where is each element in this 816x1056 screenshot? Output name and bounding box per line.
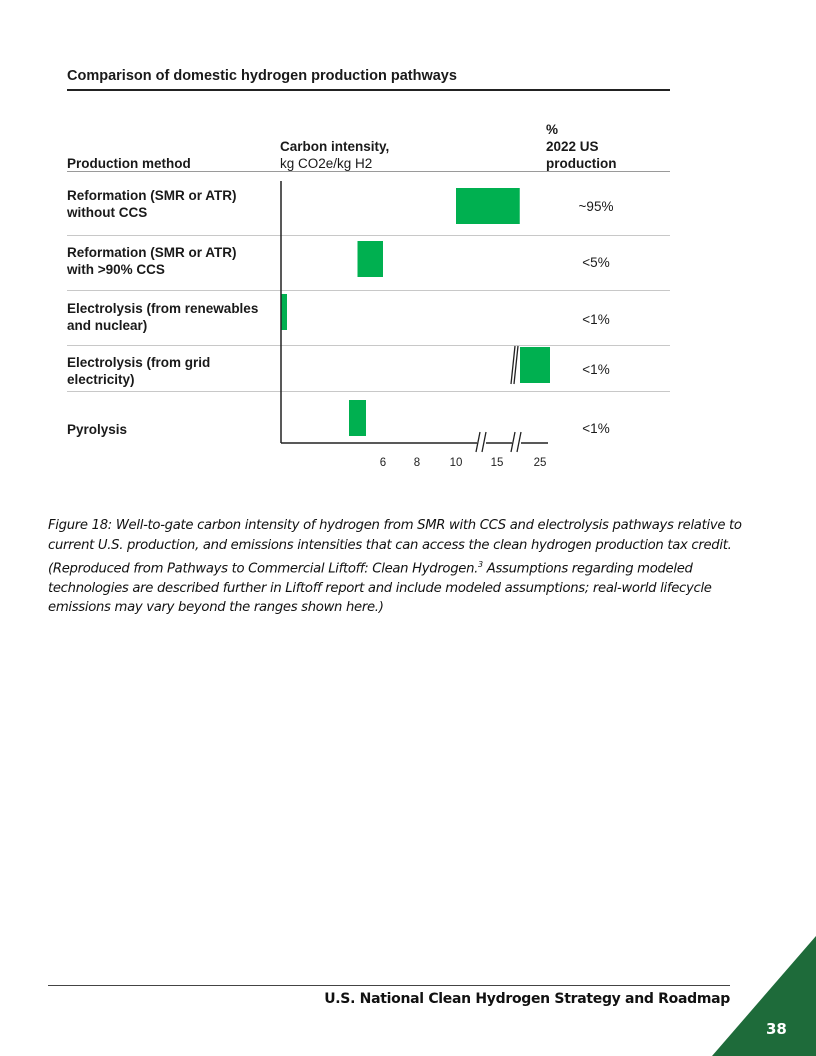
footnote-ref[interactable]: 3 bbox=[478, 560, 483, 569]
row-label-electrolysis-grid: Electrolysis (from grid electricity) bbox=[67, 355, 211, 387]
header-carbon-intensity-line1: Carbon intensity, bbox=[280, 139, 390, 154]
x-tick-label: 10 bbox=[449, 457, 463, 469]
header-pct-line2: 2022 US bbox=[546, 139, 599, 154]
x-tick-label: 6 bbox=[379, 457, 387, 469]
caption-line: emissions may vary beyond the ranges shown here.) bbox=[48, 600, 384, 616]
row-label-electrolysis-renewables: Electrolysis (from renewables and nuclear) bbox=[67, 301, 259, 333]
share-electrolysis-grid: <1% bbox=[582, 362, 610, 377]
header-pct-line1: % bbox=[546, 122, 559, 137]
caption-text: Assumptions regarding modeled bbox=[482, 561, 693, 577]
header-production-method: Production method bbox=[67, 156, 191, 171]
row-label-pyrolysis: Pyrolysis bbox=[67, 422, 128, 437]
header-carbon-intensity-line2: kg CO2e/kg H2 bbox=[280, 156, 373, 171]
share-smr-no-ccs: ~95% bbox=[578, 199, 614, 214]
caption-line: Figure 18: Well-to-gate carbon intensity of hydrogen from SMR with CCS and electrolysis pathways relative to bbox=[48, 518, 742, 533]
header-pct-line3: production bbox=[546, 156, 617, 171]
x-tick-label: 25 bbox=[533, 457, 547, 469]
share-pyrolysis: <1% bbox=[582, 421, 610, 436]
row-label-smr-ccs: Reformation (SMR or ATR) with >90% CCS bbox=[67, 245, 237, 277]
share-electrolysis-renewables: <1% bbox=[582, 312, 610, 327]
x-tick-label: 8 bbox=[413, 457, 421, 469]
footer-title: U.S. National Clean Hydrogen Strategy and Roadmap bbox=[324, 991, 730, 1007]
page-number: 38 bbox=[766, 1020, 787, 1038]
x-tick-label: 15 bbox=[490, 457, 504, 469]
page-corner-shape bbox=[712, 936, 816, 1056]
caption-text: (Reproduced from Pathways to Commercial Liftoff: Clean Hydrogen. bbox=[48, 561, 479, 577]
caption-line: current U.S. production, and emissions intensities that can access the clean hydrogen production tax credit. bbox=[48, 537, 732, 553]
chart-title: Comparison of domestic hydrogen production pathways bbox=[67, 68, 457, 84]
row-label-smr-no-ccs: Reformation (SMR or ATR) without CCS bbox=[67, 188, 237, 220]
share-smr-ccs: <5% bbox=[582, 255, 610, 270]
caption-line: technologies are described further in Liftoff report and include modeled assumptions; real-world lifecycle bbox=[48, 580, 712, 596]
